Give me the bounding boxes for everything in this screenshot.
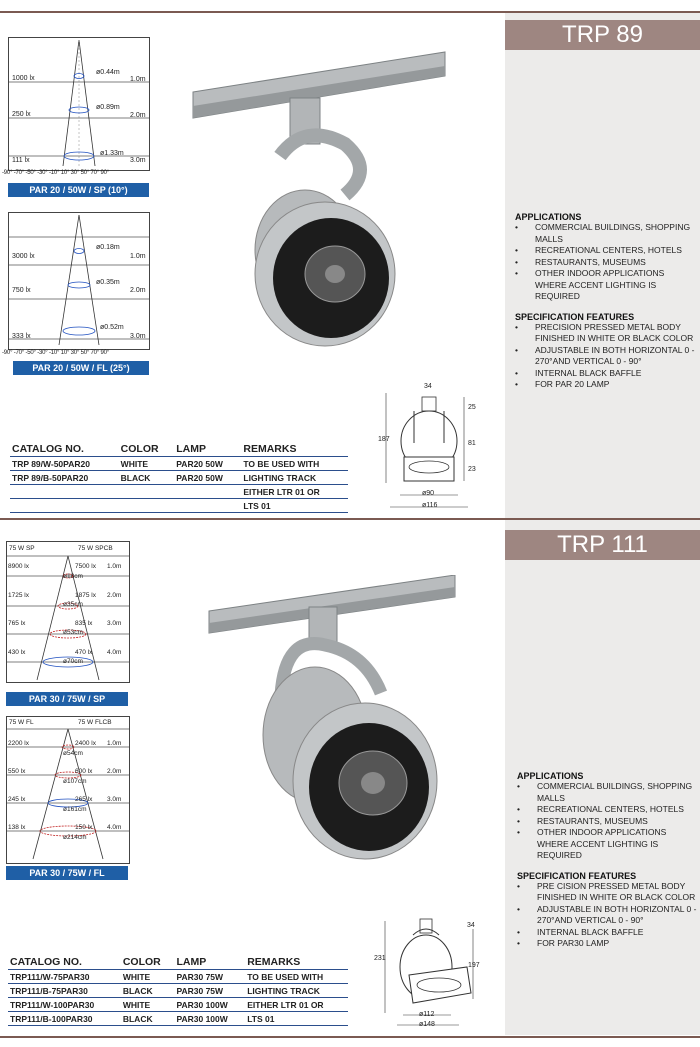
lux-label: 333 lx — [12, 333, 31, 340]
distance-label: 2.0m — [107, 768, 122, 775]
list-item: • COMMERCIAL BUILDINGS, SHOPPING MALLS — [517, 781, 697, 804]
spotlight-trp111-image — [205, 575, 460, 865]
angle-axis: -90° -70° -50° -30° -10° 10° 30° 50° 70° 90° — [2, 350, 109, 356]
cell: PAR30 75W — [174, 970, 245, 984]
list-item: • PRECISION PRESSED METAL BODY FINISHED IN WHITE OR BLACK COLOR — [515, 322, 695, 345]
lux-label: 1000 lx — [12, 75, 35, 82]
lux-label: 245 lx — [8, 796, 26, 803]
cell — [174, 485, 241, 499]
features-list — [515, 322, 695, 391]
distance-label: 3.0m — [130, 157, 146, 164]
cell: WHITE — [121, 998, 175, 1012]
list-item: • ADJUSTABLE IN BOTH HORIZONTAL 0 - 270°AND VERTICAL 0 - 90° — [515, 345, 695, 368]
dim-label: 34 — [467, 922, 475, 929]
table-row — [8, 998, 348, 1012]
col-header: LAMP — [174, 956, 245, 970]
diameter-label: ø70cm — [63, 658, 83, 665]
diameter-label: ø35cm — [63, 601, 83, 608]
list-item: • INTERNAL BLACK BAFFLE — [517, 927, 697, 939]
list-item: • FOR PAR30 LAMP — [517, 938, 697, 950]
lux-label: 750 lx — [12, 287, 31, 294]
lux-label: 1875 lx — [75, 592, 96, 599]
table-header-row — [8, 956, 348, 970]
lux-label: 550 lx — [8, 768, 26, 775]
lux-label: 3000 lx — [12, 253, 35, 260]
lux-label: 150 lx — [75, 824, 93, 831]
distance-label: 1.0m — [130, 253, 146, 260]
lux-label: 250 lx — [12, 111, 31, 118]
lux-label: 2200 lx — [8, 740, 29, 747]
applications-list — [515, 222, 695, 303]
dim-label: ø90 — [422, 490, 435, 497]
dim-label: ø112 — [419, 1011, 435, 1018]
col-header: COLOR — [119, 443, 175, 457]
diameter-label: ø18cm — [63, 573, 83, 580]
dim-label: 81 — [468, 440, 476, 447]
lux-label: 430 lx — [8, 649, 26, 656]
cell: WHITE — [121, 970, 175, 984]
col-header: LAMP — [174, 443, 241, 457]
dim-label: 25 — [468, 404, 476, 411]
applications-heading: APPLICATIONS — [515, 212, 582, 222]
diameter-label: ø0.52m — [100, 324, 124, 331]
distance-label: 3.0m — [107, 796, 122, 803]
diameter-label: ø0.89m — [96, 104, 120, 111]
trp89-specs — [515, 212, 695, 391]
features-list — [517, 881, 697, 950]
distance-label: 2.0m — [130, 112, 146, 119]
product-title-trp89: TRP 89 — [505, 20, 700, 50]
lux-label: 835 lx — [75, 620, 93, 627]
distance-label: 3.0m — [130, 333, 146, 340]
trp111-specs — [517, 771, 697, 950]
col-header: REMARKS — [241, 443, 348, 457]
beam-label-fl: PAR 30 / 75W / FL — [6, 866, 128, 880]
distance-label: 4.0m — [107, 649, 122, 656]
list-item: • OTHER INDOOR APPLICATIONS WHERE ACCENT LIGHTING IS REQUIRED — [515, 268, 695, 303]
lux-label: 765 lx — [8, 620, 26, 627]
angle-axis: -90° -70° -50° -30° -10° 10° 30° 50° 70° 90° — [2, 170, 109, 176]
cell: EITHER LTR 01 OR — [245, 998, 348, 1012]
series-label: 75 W FL — [9, 719, 34, 726]
cell: BLACK — [119, 471, 175, 485]
applications-list — [517, 781, 697, 862]
diameter-label: ø161cm — [63, 806, 87, 813]
table-row — [10, 499, 348, 513]
list-item: • RESTAURANTS, MUSEUMS — [515, 257, 695, 269]
cell: LIGHTING TRACK — [241, 471, 348, 485]
lux-label: 111 lx — [12, 157, 30, 164]
cell: EITHER LTR 01 OR — [241, 485, 348, 499]
bottom-rule — [0, 1036, 700, 1038]
col-header: COLOR — [121, 956, 175, 970]
cell — [174, 499, 241, 513]
dim-label: 197 — [468, 962, 480, 969]
beam-label-fl: PAR 20 / 50W / FL (25°) — [13, 361, 149, 375]
diameter-label: ø0.18m — [96, 244, 120, 251]
cell: LTS 01 — [241, 499, 348, 513]
diameter-label: ø214cm — [63, 834, 87, 841]
cell: TO BE USED WITH — [245, 970, 348, 984]
col-header: CATALOG NO. — [8, 956, 121, 970]
beam-cone-graphic — [7, 717, 129, 863]
distance-label: 1.0m — [107, 563, 122, 570]
table-row — [8, 970, 348, 984]
cell: TRP111/W-75PAR30 — [8, 970, 121, 984]
dim-label: 231 — [374, 955, 386, 962]
lux-label: 8900 lx — [8, 563, 29, 570]
diameter-label: ø54cm — [63, 750, 83, 757]
spotlight-trp89-image — [185, 50, 455, 350]
cell: TRP 89/W-50PAR20 — [10, 457, 119, 471]
beam-label-sp: PAR 30 / 75W / SP — [6, 692, 128, 706]
cell — [119, 499, 175, 513]
beam-cone-graphic — [9, 38, 149, 170]
series-label: 75 W SP — [9, 545, 35, 552]
features-heading: SPECIFICATION FEATURES — [517, 870, 637, 881]
dim-label: ø148 — [419, 1021, 435, 1028]
cell — [10, 485, 119, 499]
diameter-label: ø53cm — [63, 629, 83, 636]
beam-diagram-sp — [8, 37, 150, 171]
diameter-label: ø0.44m — [96, 69, 120, 76]
cell: PAR20 50W — [174, 471, 241, 485]
list-item: • RESTAURANTS, MUSEUMS — [517, 816, 697, 828]
diameter-label: ø107cm — [63, 778, 87, 785]
cell: TRP111/B-75PAR30 — [8, 984, 121, 998]
diameter-label: ø0.35m — [96, 279, 120, 286]
product-title-trp111: TRP 111 — [505, 530, 700, 560]
series-label: 75 W SPCB — [78, 545, 113, 552]
list-item: • RECREATIONAL CENTERS, HOTELS — [515, 245, 695, 257]
cell: PAR30 100W — [174, 1012, 245, 1026]
list-item: • ADJUSTABLE IN BOTH HORIZONTAL 0 - 270°AND VERTICAL 0 - 90° — [517, 904, 697, 927]
cell: TRP 89/B-50PAR20 — [10, 471, 119, 485]
table-row — [10, 471, 348, 485]
list-item: • FOR PAR 20 LAMP — [515, 379, 695, 391]
cell: BLACK — [121, 1012, 175, 1026]
table-row — [10, 485, 348, 499]
list-item: • RECREATIONAL CENTERS, HOTELS — [517, 804, 697, 816]
cell: TRP111/W-100PAR30 — [8, 998, 121, 1012]
lux-label: 2400 lx — [75, 740, 96, 747]
distance-label: 1.0m — [130, 76, 146, 83]
dim-label: 23 — [468, 466, 476, 473]
table-header-row — [10, 443, 348, 457]
lux-label: 265 lx — [75, 796, 93, 803]
table-row — [8, 1012, 348, 1026]
lux-label: 600 lx — [75, 768, 93, 775]
distance-label: 2.0m — [130, 287, 146, 294]
features-heading: SPECIFICATION FEATURES — [515, 311, 635, 322]
col-header: REMARKS — [245, 956, 348, 970]
list-item: • OTHER INDOOR APPLICATIONS WHERE ACCENT LIGHTING IS REQUIRED — [517, 827, 697, 862]
dim-label: 34 — [424, 383, 432, 390]
cell: PAR30 100W — [174, 998, 245, 1012]
beam-cone-graphic — [9, 213, 149, 349]
lux-label: 470 lx — [75, 649, 93, 656]
dim-label: ø116 — [422, 502, 438, 509]
cell: WHITE — [119, 457, 175, 471]
list-item: • COMMERCIAL BUILDINGS, SHOPPING MALLS — [515, 222, 695, 245]
cell: LTS 01 — [245, 1012, 348, 1026]
beam-diagram-fl — [8, 212, 150, 350]
series-label: 75 W FLCB — [78, 719, 112, 726]
distance-label: 3.0m — [107, 620, 122, 627]
distance-label: 2.0m — [107, 592, 122, 599]
dim-label: 187 — [378, 436, 390, 443]
table-row — [8, 984, 348, 998]
lux-label: 138 lx — [8, 824, 26, 831]
lux-label: 7500 lx — [75, 563, 96, 570]
cell: TO BE USED WITH — [241, 457, 348, 471]
list-item: • PRE CISION PRESSED METAL BODY FINISHED IN WHITE OR BLACK COLOR — [517, 881, 697, 904]
applications-heading: APPLICATIONS — [517, 771, 584, 781]
distance-label: 1.0m — [107, 740, 122, 747]
table-row — [10, 457, 348, 471]
col-header: CATALOG NO. — [10, 443, 119, 457]
distance-label: 4.0m — [107, 824, 122, 831]
catalog-table-trp89 — [10, 443, 348, 513]
beam-label-sp: PAR 20 / 50W / SP (10°) — [8, 183, 149, 197]
beam-diagram-fl — [6, 716, 130, 864]
cell — [119, 485, 175, 499]
cell: PAR30 75W — [174, 984, 245, 998]
cell: TRP111/B-100PAR30 — [8, 1012, 121, 1026]
catalog-table-trp111 — [8, 956, 348, 1026]
cell: PAR20 50W — [174, 457, 241, 471]
cell: BLACK — [121, 984, 175, 998]
diameter-label: ø1.33m — [100, 150, 124, 157]
cell: LIGHTING TRACK — [245, 984, 348, 998]
lux-label: 1725 lx — [8, 592, 29, 599]
list-item: • INTERNAL BLACK BAFFLE — [515, 368, 695, 380]
cell — [10, 499, 119, 513]
